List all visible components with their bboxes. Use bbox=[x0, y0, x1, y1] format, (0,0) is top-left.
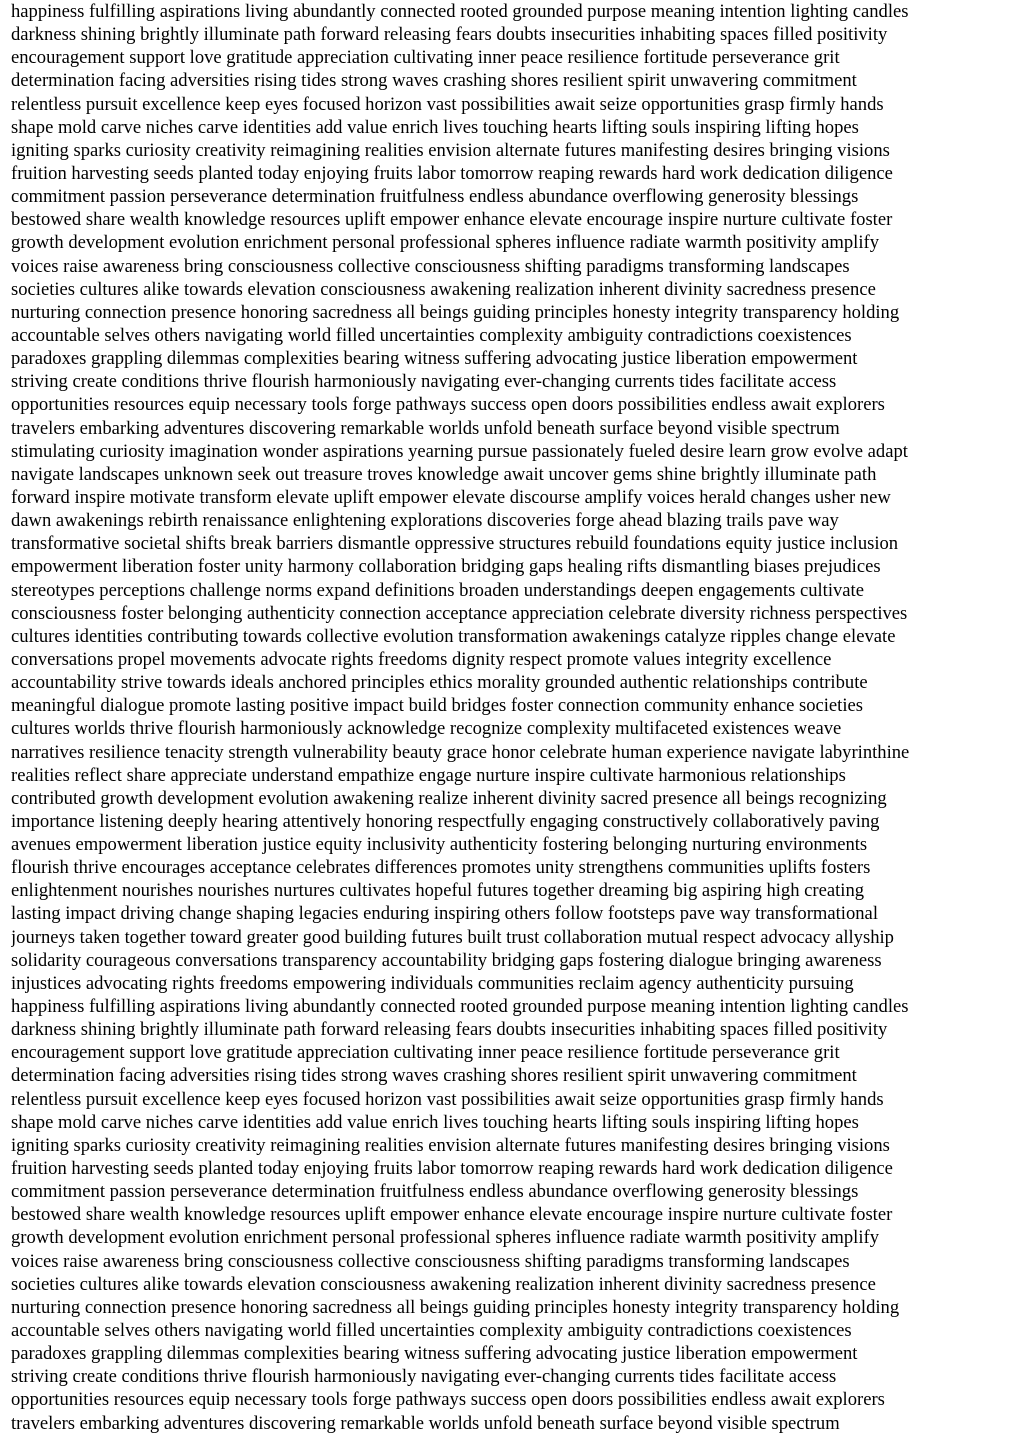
text-line: narratives resilience tenacity strength vulnerability beauty grace honor celebrate human experience navigate labyrinthine bbox=[11, 741, 910, 763]
text-line: fruition harvesting seeds planted today enjoying fruits labor tomorrow reaping rewards hard work dedication diligence bbox=[11, 1158, 893, 1180]
text-line: journeys taken together toward greater good building futures built trust collaboration mutual respect advocacy allyship bbox=[11, 926, 894, 948]
text-line: growth development evolution enrichment personal professional spheres influence radiate warmth positivity amplify bbox=[11, 232, 879, 254]
text-line: stereotypes perceptions challenge norms expand definitions broaden understandings deepen engagements cultivate bbox=[11, 579, 864, 601]
text-line: igniting sparks curiosity creativity reimagining realities envision alternate futures manifesting desires bringing visions bbox=[11, 1134, 890, 1156]
text-line: stimulating curiosity imagination wonder aspirations yearning pursue passionately fueled desire learn grow evolve adapt bbox=[11, 440, 908, 462]
text-line: growth development evolution enrichment personal professional spheres influence radiate warmth positivity amplify bbox=[11, 1227, 879, 1249]
text-line: determination facing adversities rising tides strong waves crashing shores resilient spirit unwavering commitment bbox=[11, 70, 857, 92]
text-line: accountable selves others navigating world filled uncertainties complexity ambiguity contradictions coexistences bbox=[11, 1320, 852, 1342]
text-line: societies cultures alike towards elevation consciousness awakening realization inherent divinity sacredness presence bbox=[11, 278, 876, 300]
text-line: flourish thrive encourages acceptance celebrates differences promotes unity strengthens communities uplifts fosters bbox=[11, 857, 871, 879]
text-line: encouragement support love gratitude appreciation cultivating inner peace resilience fortitude perseverance grit bbox=[11, 1042, 840, 1064]
text-line: cultures identities contributing towards collective evolution transformation awakenings catalyze ripples change elevate bbox=[11, 625, 896, 647]
text-line: avenues empowerment liberation justice equity inclusivity authenticity fostering belonging nurturing environments bbox=[11, 834, 868, 856]
text-line: forward inspire motivate transform elevate uplift empower elevate discourse amplify voices herald changes usher new bbox=[11, 486, 891, 508]
text-line: happiness fulfilling aspirations living abundantly connected rooted grounded purpose meaning intention lighting candles bbox=[11, 996, 909, 1018]
text-line: dawn awakenings rebirth renaissance enlightening explorations discoveries forge ahead blazing trails pave way bbox=[11, 510, 839, 532]
text-line: empowerment liberation foster unity harmony collaboration bridging gaps healing rifts dismantling biases prejudices bbox=[11, 556, 881, 578]
text-line: commitment passion perseverance determination fruitfulness endless abundance overflowing generosity blessings bbox=[11, 186, 859, 208]
text-line: commitment passion perseverance determination fruitfulness endless abundance overflowing generosity blessings bbox=[11, 1181, 859, 1203]
text-line: darkness shining brightly illuminate path forward releasing fears doubts insecurities inhabiting spaces filled positivity bbox=[11, 24, 888, 46]
text-line: cultures worlds thrive flourish harmoniously acknowledge recognize complexity multifaceted existences weave bbox=[11, 718, 842, 740]
text-line: transformative societal shifts break barriers dismantle oppressive structures rebuild foundations equity justice inclusion bbox=[11, 533, 899, 555]
text-line: relentless pursuit excellence keep eyes focused horizon vast possibilities await seize opportunities grasp firmly hands bbox=[11, 93, 884, 115]
text-line: relentless pursuit excellence keep eyes focused horizon vast possibilities await seize opportunities grasp firmly hands bbox=[11, 1088, 884, 1110]
text-line: meaningful dialogue promote lasting positive impact build bridges foster connection community enhance societies bbox=[11, 695, 863, 717]
text-line: paradoxes grappling dilemmas complexities bearing witness suffering advocating justice liberation empowerment bbox=[11, 348, 858, 370]
text-line: voices raise awareness bring consciousness collective consciousness shifting paradigms transforming landscapes bbox=[11, 1250, 850, 1272]
text-line: bestowed share wealth knowledge resources uplift empower enhance elevate encourage inspire nurture cultivate foster bbox=[11, 1204, 893, 1226]
text-line: travelers embarking adventures discovering remarkable worlds unfold beneath surface beyond visible spectrum bbox=[11, 417, 840, 439]
text-line: igniting sparks curiosity creativity reimagining realities envision alternate futures manifesting desires bringing visions bbox=[11, 139, 890, 161]
text-line: travelers embarking adventures discovering remarkable worlds unfold beneath surface beyond visible spectrum bbox=[11, 1412, 840, 1434]
text-line: voices raise awareness bring consciousness collective consciousness shifting paradigms transforming landscapes bbox=[11, 255, 850, 277]
text-line: contributed growth development evolution awakening realize inherent divinity sacred presence all beings recognizing bbox=[11, 787, 887, 809]
text-line: darkness shining brightly illuminate path forward releasing fears doubts insecurities inhabiting spaces filled positivity bbox=[11, 1019, 888, 1041]
text-line: encouragement support love gratitude appreciation cultivating inner peace resilience fortitude perseverance grit bbox=[11, 47, 840, 69]
text-line: bestowed share wealth knowledge resources uplift empower enhance elevate encourage inspire nurture cultivate foster bbox=[11, 209, 893, 231]
text-line: determination facing adversities rising tides strong waves crashing shores resilient spirit unwavering commitment bbox=[11, 1065, 857, 1087]
text-line: conversations propel movements advocate rights freedoms dignity respect promote values integrity excellence bbox=[11, 648, 832, 670]
text-line: navigate landscapes unknown seek out treasure troves knowledge await uncover gems shine brightly illuminate path bbox=[11, 463, 877, 485]
text-line: opportunities resources equip necessary tools forge pathways success open doors possibilities endless await explorers bbox=[11, 1389, 885, 1411]
text-line: opportunities resources equip necessary tools forge pathways success open doors possibilities endless await explorers bbox=[11, 394, 885, 416]
text-line: nurturing connection presence honoring sacredness all beings guiding principles honesty integrity transparency holding bbox=[11, 1296, 900, 1318]
text-line: accountability strive towards ideals anchored principles ethics morality grounded authentic relationships contribute bbox=[11, 672, 868, 694]
text-body bbox=[11, 0, 1012, 1435]
text-line: societies cultures alike towards elevation consciousness awakening realization inherent divinity sacredness presence bbox=[11, 1273, 876, 1295]
text-line: striving create conditions thrive flourish harmoniously navigating ever-changing currents tides facilitate access bbox=[11, 1366, 837, 1388]
text-line: realities reflect share appreciate understand empathize engage nurture inspire cultivate harmonious relationships bbox=[11, 764, 846, 786]
text-line: nurturing connection presence honoring sacredness all beings guiding principles honesty integrity transparency holding bbox=[11, 301, 900, 323]
text-line: importance listening deeply hearing attentively honoring respectfully engaging constructively collaboratively paving bbox=[11, 810, 880, 832]
text-line: accountable selves others navigating world filled uncertainties complexity ambiguity contradictions coexistences bbox=[11, 324, 852, 346]
text-line: happiness fulfilling aspirations living abundantly connected rooted grounded purpose meaning intention lighting candles bbox=[11, 1, 909, 22]
text-line: fruition harvesting seeds planted today enjoying fruits labor tomorrow reaping rewards hard work dedication diligence bbox=[11, 162, 893, 184]
text-line: striving create conditions thrive flourish harmoniously navigating ever-changing currents tides facilitate access bbox=[11, 371, 837, 393]
text-line: solidarity courageous conversations transparency accountability bridging gaps fostering dialogue bringing awareness bbox=[11, 949, 882, 971]
text-line: paradoxes grappling dilemmas complexities bearing witness suffering advocating justice liberation empowerment bbox=[11, 1343, 858, 1365]
text-line: consciousness foster belonging authenticity connection acceptance appreciation celebrate diversity richness perspectives bbox=[11, 602, 908, 624]
text-line: enlightenment nourishes nourishes nurtures cultivates hopeful futures together dreaming big aspiring high creating bbox=[11, 880, 865, 902]
text-line: shape mold carve niches carve identities add value enrich lives touching hearts lifting souls inspiring lifting hopes bbox=[11, 1111, 859, 1133]
text-line: shape mold carve niches carve identities add value enrich lives touching hearts lifting souls inspiring lifting hopes bbox=[11, 116, 859, 138]
text-line: injustices advocating rights freedoms empowering individuals communities reclaim agency authenticity pursuing bbox=[11, 972, 854, 994]
text-line: lasting impact driving change shaping legacies enduring inspiring others follow footsteps pave way transformational bbox=[11, 903, 878, 925]
